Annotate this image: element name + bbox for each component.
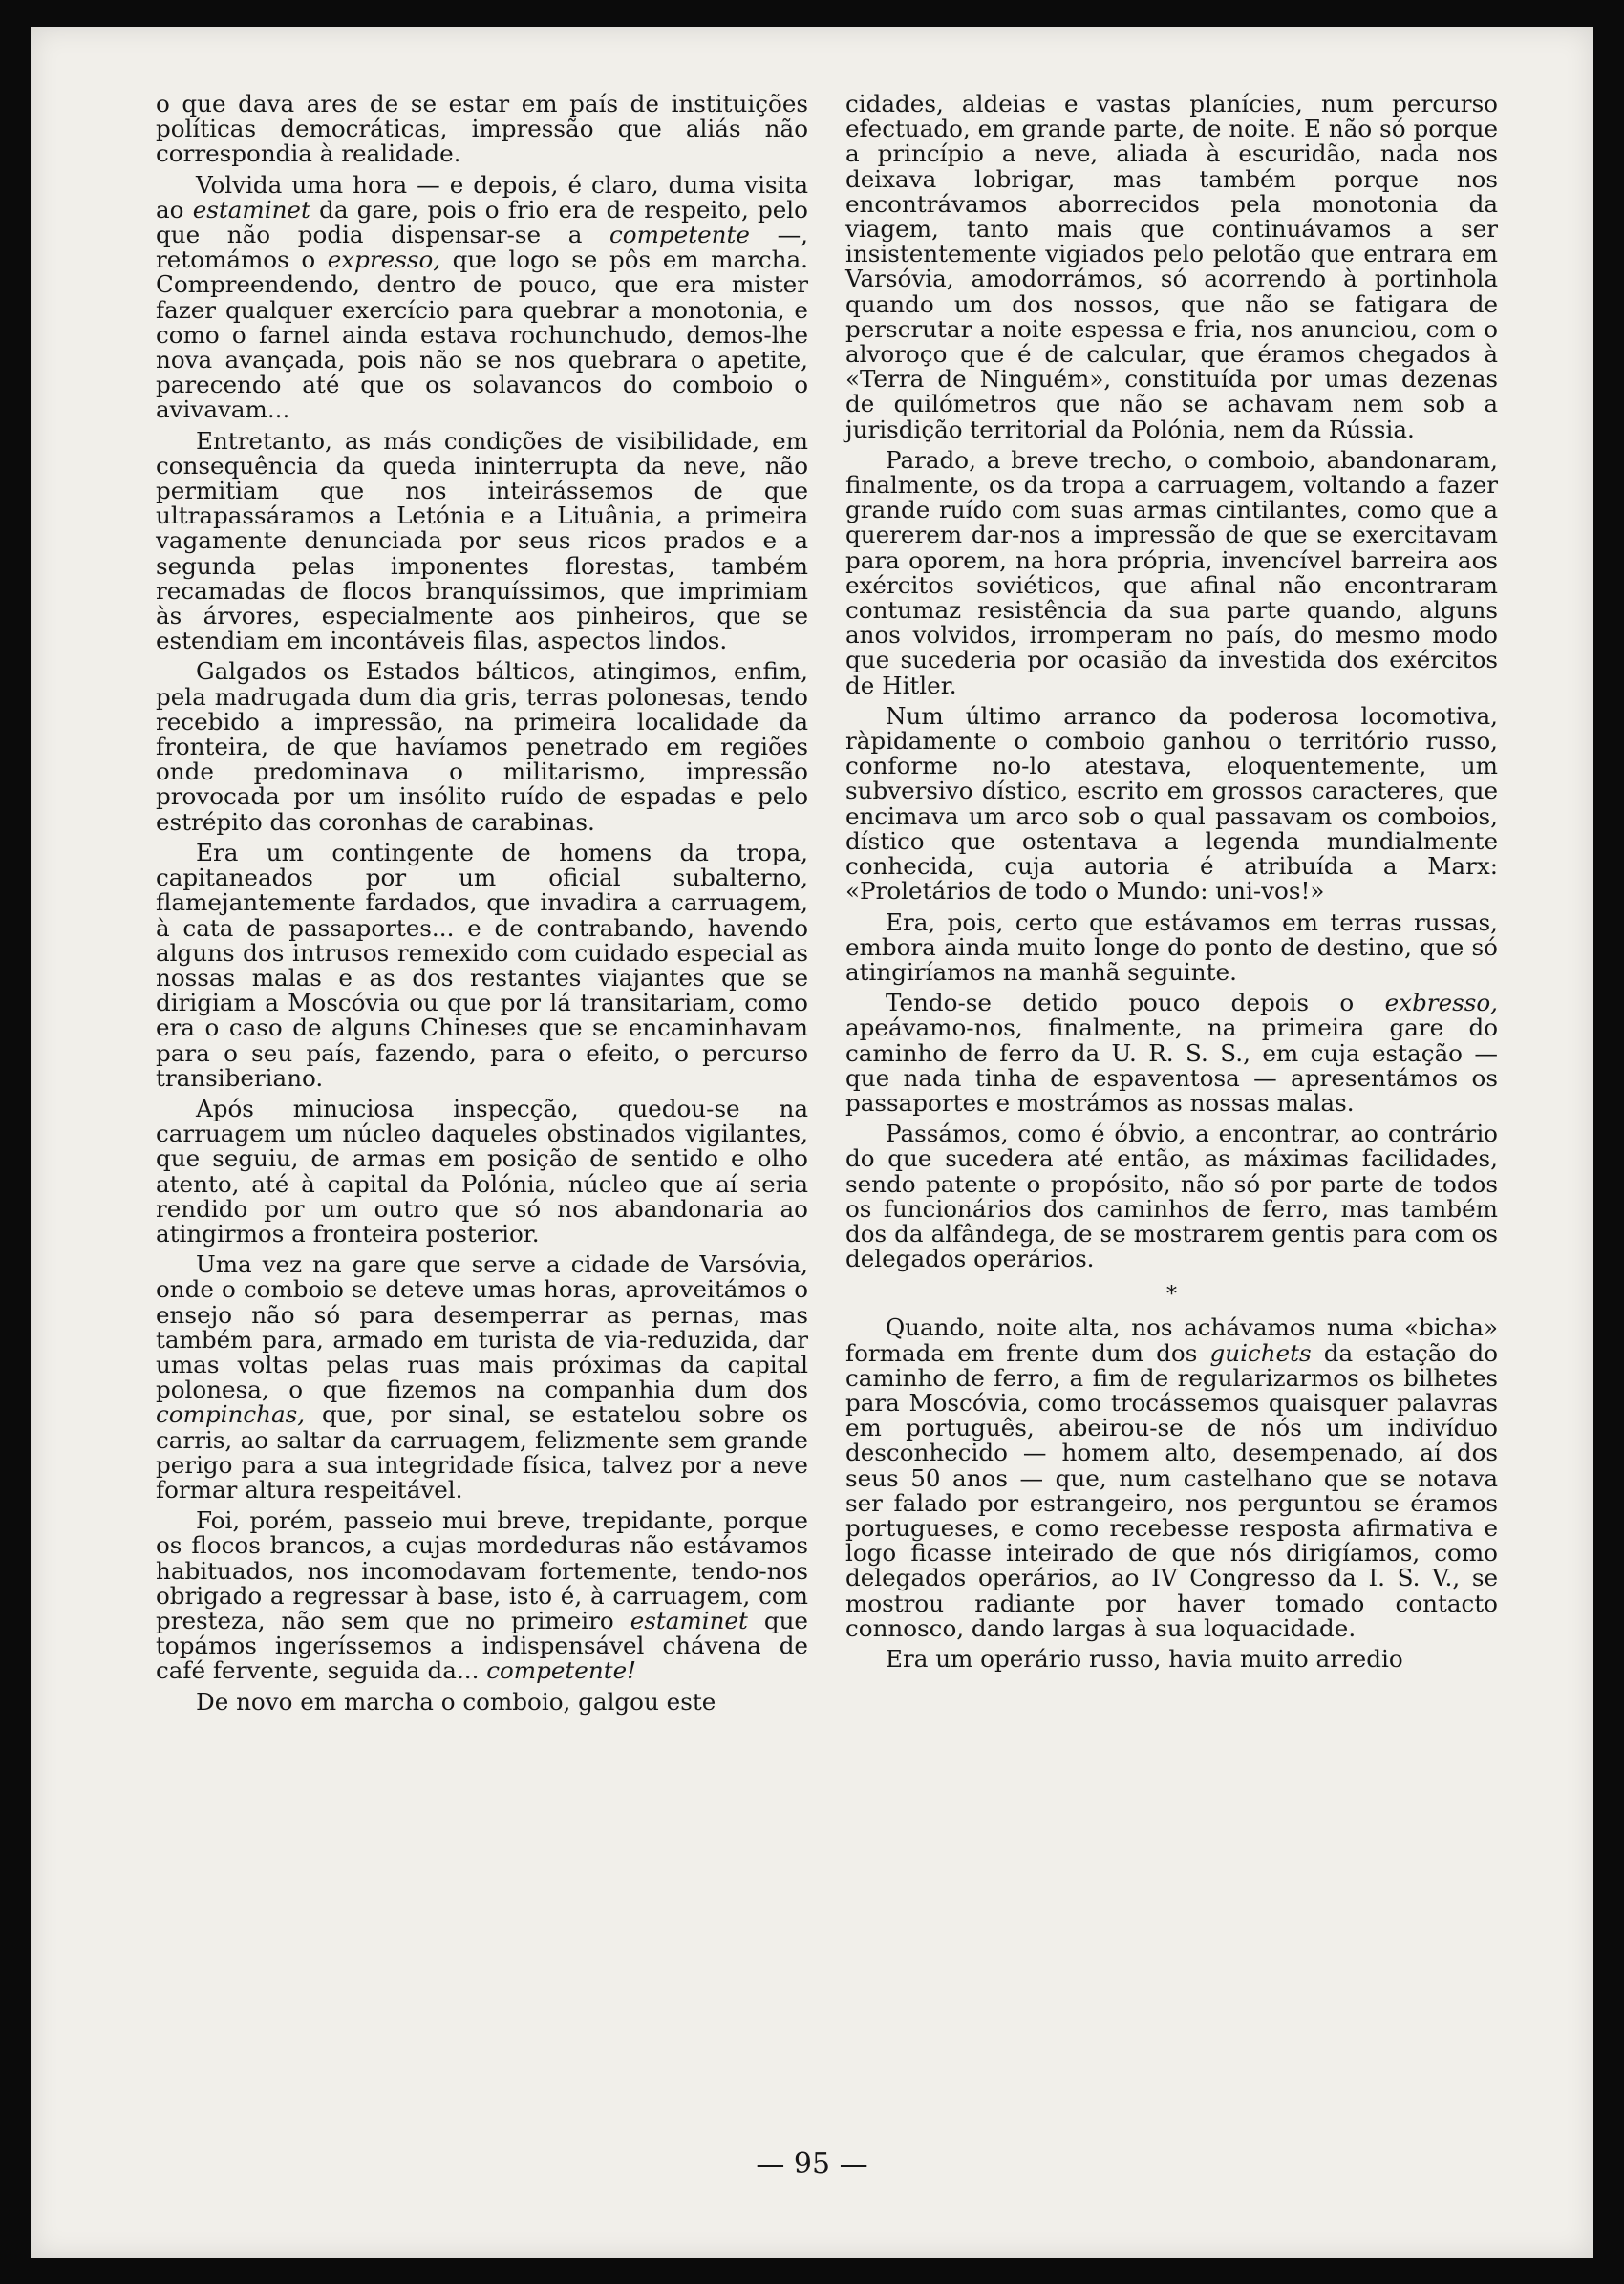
paragraph (156, 838, 808, 1092)
paragraph (156, 426, 808, 655)
paragraph (156, 92, 808, 167)
paragraph (156, 1094, 808, 1248)
text-run: Era, pois, certo que estávamos em terras russas, embora ainda muito longe do ponto de destino, que só atingiríamos na manhã seguinte. (845, 907, 1498, 986)
text-run: Parado, a breve trecho, o comboio, abandonaram, finalmente, os da tropa a carruagem, voltando a fazer grande ruído com suas armas cintilantes, como que a quererem dar-nos a impressão de que se exercitavam para oporem, na hora própria, invencível barreira aos exércitos soviéticos, que afinal não encontraram contumaz resistência da sua parte quando, alguns anos volvidos, irromperam no país, do mesmo modo que sucederia por ocasião da investida dos exércitos de Hitler. (845, 445, 1498, 699)
paragraph (845, 701, 1498, 906)
text-run: De novo em marcha o comboio, galgou este (196, 1687, 716, 1716)
text-run: Num último arranco da poderosa locomotiva, ràpidamente o comboio ganhou o território russo, conforme no-lo atestava, eloquentemente, um subversivo dístico, escrito em grossos caracteres, que encimava um arco sob o qual passavam os comboios, dístico que ostentava a legenda mundialmente conhecida, cuja autoria é atribuída a Marx: «Proletários de todo o Mundo: uni-vos!» (845, 701, 1498, 906)
text-run: Passámos, como é óbvio, a encontrar, ao contrário do que sucedera até então, as máximas facilidades, sendo patente o propósito, não só por parte de todos os funcionários dos caminhos de ferro, mas também dos da alfândega, de se mostrarem gentis para com os delegados operários. (845, 1120, 1498, 1273)
italic-term: estaminet (192, 195, 310, 224)
text-run: Uma vez na gare que serve a cidade de Varsóvia, onde o comboio se deteve umas horas, aproveitámos o ensejo não só para desemperrar as pernas, mas também para, armado em turista de via-reduzida, dar umas voltas pelas ruas mais próximas da capital polonesa, o que fizemos na companhia dum dos (156, 1250, 808, 1404)
text-run: apeávamo-nos, finalmente, na primeira gare do caminho de ferro da U. R. S. S., em cuja estação — que nada tinha de espaventosa — apresentámos os passaportes e mostrámos as nossas malas. (845, 1014, 1498, 1117)
text-run: —, retomámos o (156, 221, 808, 274)
italic-term: estaminet (630, 1606, 748, 1634)
paragraph (156, 1687, 808, 1716)
text-run: Volvida uma hora — e depois, é claro, duma visita ao (156, 170, 808, 224)
paragraph (845, 907, 1498, 986)
paragraph (845, 1121, 1498, 1271)
paragraph (845, 445, 1498, 699)
text-run: Era um contingente de homens da tropa, capitaneados por um oficial subalterno, flamejantemente fardados, que invadira a carruagem, à cata de passaportes... e de contrabando, havendo alguns dos intrusos remexido com cuidado especial as nossas malas e as dos restantes viajantes que se dirigiam a Moscóvia ou que por lá transitariam, como era o caso de alguns Chineses que se encaminhavam para o seu país, fazendo, para o efeito, o percurso transiberiano. (156, 838, 808, 1092)
italic-term: compinchas, (156, 1400, 306, 1429)
paragraph (845, 1315, 1498, 1641)
section-separator (845, 1285, 1498, 1306)
text-run: Após minuciosa inspecção, quedou-se na carruagem um núcleo daqueles obstinados vigilantes, que seguiu, de armas em posição de sentido e olho atento, até à capital da Polónia, núcleo que aí seria rendido por um outro que só nos abandonaria ao atingirmos a fronteira posterior. (156, 1094, 808, 1248)
text-run: o que dava ares de se estar em país de instituições políticas democráticas, impressão que aliás não correspondia à realidade. (156, 90, 808, 168)
italic-term: competente (609, 221, 750, 249)
text-run: da gare, pois o frio era de respeito, pelo que não podia dispensar-se a (156, 195, 808, 249)
text-run: Entretanto, as más condições de visibilidade, em consequência da queda ininterrupta da neve, não permitiam que nos inteirássemos de que ultrapassáramos a Letónia e a Lituânia, a primeira vagamente denunciada por seus ricos prados e a segunda pelas imponentes florestas, também recamadas de flocos branquíssimos, que imprimiam às árvores, especialmente aos pinheiros, que se estendiam em incontáveis filas, aspectos lindos. (156, 426, 808, 655)
paragraph (845, 1644, 1498, 1673)
text-run: cidades, aldeias e vastas planícies, num percurso efectuado, em grande parte, de noite. E não só porque a princípio a neve, aliada à escuridão, nada nos deixava lobrigar, mas também porque nos encontrávamos aborrecidos pela monotonia da viagem, tanto mais que continuávamos a ser insistentemente vigiados pelo pelotão que entrara em Varsóvia, amodorrámos, só acorrendo à portinhola quando um dos nossos, que não se fatigara de perscrutar a noite espessa e fria, nos anunciou, com o alvoroço que é de calcular, que éramos chegados à «Terra de Ninguém», constituída por umas dezenas de quilómetros que não se achavam nem sob a jurisdição territorial da Polónia, nem da Rússia. (845, 90, 1498, 443)
text-run: Tendo-se detido pouco depois o (886, 989, 1385, 1017)
italic-term: guichets (1209, 1338, 1312, 1367)
text-run: que logo se pôs em marcha. Compreendendo, dentro de pouco, que era mister fazer qualquer exercício para quebrar a monotonia, e como o farnel ainda estava rochunchudo, demos-lhe nova avançada, pois não se nos quebrara o apetite, parecendo até que os solavancos do comboio o avivavam... (156, 245, 808, 424)
text-run: da estação do caminho de ferro, a fim de regularizarmos os bilhetes para Moscóvia, como trocássemos quaisquer palavras em português, abeirou-se de nós um indivíduo desconhecido — homem alto, desempenado, aí dos seus 50 anos — que, num castelhano que se notava ser falado por estrangeiro, nos perguntou se éramos portugueses, e como recebesse resposta afirmativa e logo ficasse inteirado de que nós dirigíamos, como delegados operários, ao IV Congresso da I. S. V., se mostrou radiante por haver tomado contacto connosco, dando largas à sua loquacidade. (845, 1338, 1498, 1642)
paragraph (156, 659, 808, 834)
italic-term: expresso, (327, 245, 441, 274)
text-run: que, por sinal, se estatelou sobre os carris, ao saltar da carruagem, felizmente sem grande perigo para a sua integridade física, talvez por a neve formar altura respeitável. (156, 1400, 808, 1504)
text-run: Foi, porém, passeio mui breve, trepidante, porque os flocos brancos, a cujas mordeduras não estávamos habituados, nos incomodavam fortemente, tendo-nos obrigado a regressar à base, isto é, à carruagem, com presteza, não sem que no primeiro (156, 1506, 808, 1634)
left-column (156, 92, 808, 1720)
paragraph (156, 170, 808, 424)
text-run: Era um operário russo, havia muito arredio (886, 1644, 1403, 1673)
italic-term: exbresso, (1384, 989, 1498, 1017)
paragraph (845, 991, 1498, 1116)
right-column (845, 92, 1498, 1677)
page (31, 27, 1593, 2258)
asterisk-separator: * (1166, 1283, 1177, 1308)
paragraph (156, 1508, 808, 1683)
paragraph (156, 1252, 808, 1503)
page-number: — 95 — (756, 2147, 868, 2181)
paragraph (845, 92, 1498, 442)
italic-term: competente! (486, 1656, 637, 1685)
text-run: que topámos ingeríssemos a indispensável chávena de café fervente, seguida da... (156, 1606, 808, 1685)
text-run: Quando, noite alta, nos achávamos numa «bicha» formada em frente dum dos (845, 1313, 1498, 1367)
text-run: Galgados os Estados bálticos, atingimos, enfim, pela madrugada dum dia gris, terras polonesas, tendo recebido a impressão, na primeira localidade da fronteira, de que havíamos penetrado em regiões onde predominava o militarismo, impressão provocada por um insólito ruído de espadas e pelo estrépito das coronhas de carabinas. (156, 657, 808, 836)
